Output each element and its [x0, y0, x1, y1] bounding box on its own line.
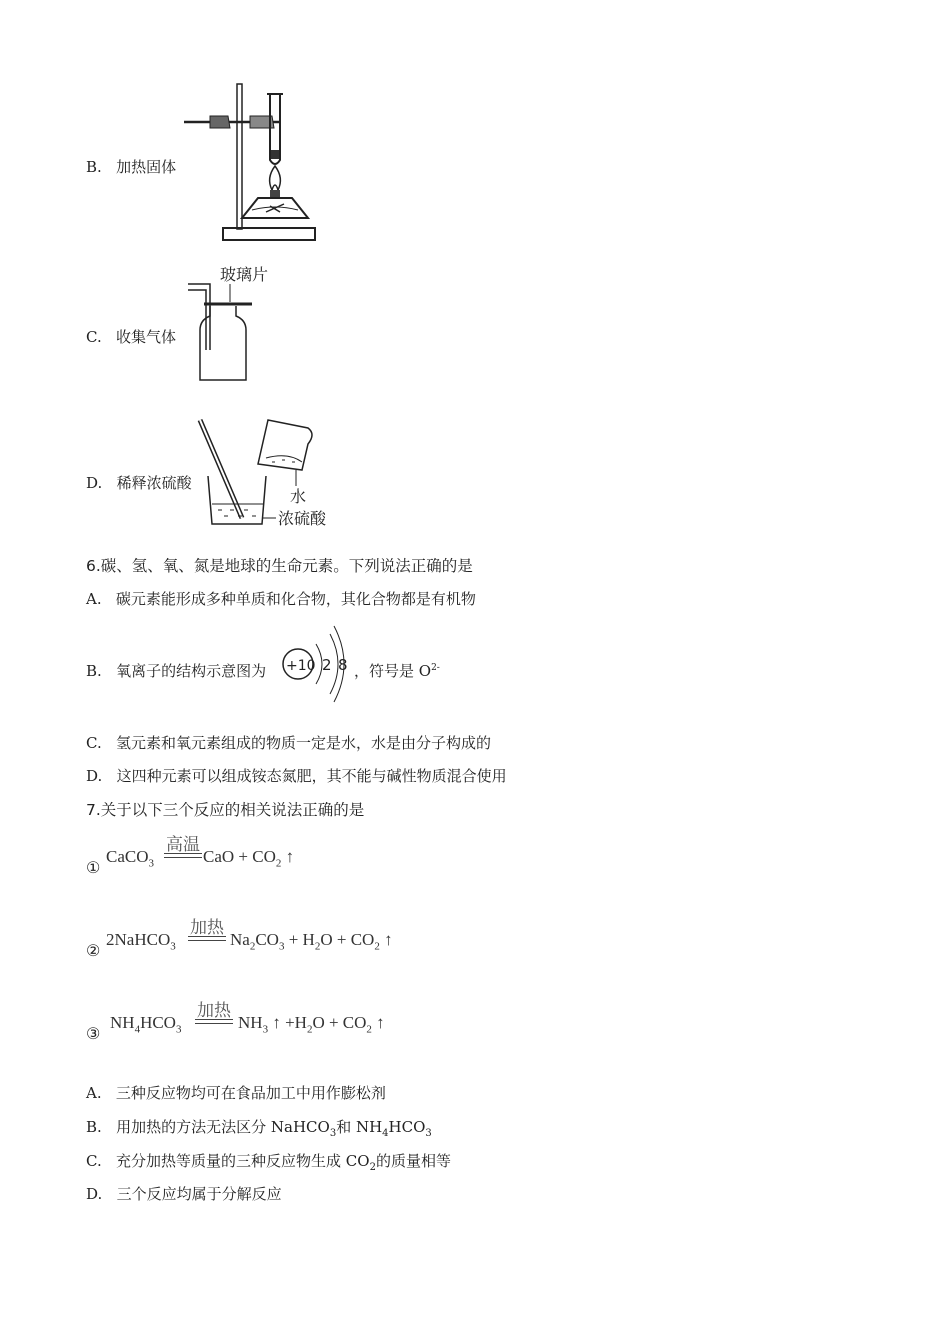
reaction-2-equals	[188, 936, 226, 941]
reaction-1-number: ①	[86, 858, 101, 877]
shell2-electrons: 8	[338, 656, 348, 674]
reaction-1-equals	[164, 853, 202, 858]
reaction-2-products: $Na_2CO_3 + H_2O + CO_2$ ↑	[230, 930, 393, 953]
option-text: 氢元素和氧元素组成的物质一定是水，水是由分子构成的	[116, 734, 492, 752]
reaction-3-number: ③	[86, 1024, 101, 1043]
q7-stem: 7.关于以下三个反应的相关说法正确的是	[86, 801, 365, 819]
subscript: 4	[382, 1128, 389, 1139]
option-label: B.	[86, 1118, 102, 1136]
q5-option-c	[86, 326, 176, 347]
q6-option-b-symbol	[354, 660, 440, 681]
option-text: 三个反应均属于分解反应	[116, 1185, 282, 1203]
q6-option-b	[86, 660, 266, 681]
gas-collection-figure	[180, 258, 290, 386]
q7-option-c	[86, 1150, 451, 1173]
oxygen-ion-structure-diagram	[280, 622, 360, 706]
option-label: D.	[86, 767, 103, 785]
option-text: HCO	[388, 1118, 426, 1136]
option-label: A.	[86, 1084, 102, 1102]
reaction-2-reactant: 2NaHCO$_3$	[106, 930, 176, 953]
ion-charge: 2-	[431, 663, 440, 673]
reaction-1-reactant: CaCO$_3$	[106, 847, 154, 870]
option-text: 稀释浓硫酸	[116, 474, 192, 492]
water-label: 水	[290, 487, 307, 506]
option-text: 用加热的方法无法区分 NaHCO	[116, 1118, 330, 1136]
reaction-3-condition: 加热	[197, 1001, 231, 1021]
subscript: 3	[425, 1128, 432, 1139]
option-text: 这四种元素可以组成铵态氮肥，其不能与碱性物质混合使用	[116, 767, 507, 785]
reaction-1-products: CaO + $CO_2$ ↑	[203, 847, 295, 870]
reaction-3-reactant: $NH_4HCO_3$	[110, 1013, 182, 1036]
option-label: B.	[86, 662, 102, 680]
q7-option-a	[86, 1082, 386, 1103]
q6-option-d	[86, 765, 507, 786]
subscript: 2	[369, 1162, 376, 1173]
heating-solid-figure	[180, 80, 320, 245]
option-label: D.	[86, 1185, 103, 1203]
option-text: 三种反应物均可在食品加工中用作膨松剂	[115, 1084, 386, 1102]
q7-option-b	[86, 1116, 432, 1139]
q6-option-a	[86, 588, 476, 609]
option-text: 氧离子的结构示意图为	[116, 662, 267, 680]
reaction-3-products: $NH_3$ ↑ $+H_2O + CO_2$ ↑	[238, 1013, 385, 1036]
option-text: 收集气体	[116, 328, 177, 346]
reaction-1-condition: 高温	[166, 835, 200, 855]
option-label: D.	[86, 474, 103, 492]
option-text: 的质量相等	[375, 1152, 451, 1170]
subscript: 3	[329, 1128, 337, 1139]
q7-option-d	[86, 1183, 282, 1204]
option-label: C.	[86, 1152, 102, 1170]
option-label: B.	[86, 158, 102, 176]
option-text: 碳元素能形成多种单质和化合物，其化合物都是有机物	[115, 590, 476, 608]
shell1-electrons: 2	[322, 656, 332, 674]
reaction-3-equals	[195, 1019, 233, 1024]
q5-option-d	[86, 472, 192, 493]
option-text: 加热固体	[116, 158, 177, 176]
option-label: C.	[86, 328, 102, 346]
acid-dilution-figure	[190, 414, 340, 534]
option-label: C.	[86, 734, 102, 752]
option-text: 充分加热等质量的三种反应物生成 CO	[116, 1152, 370, 1170]
acid-label: 浓硫酸	[278, 509, 327, 528]
glass-plate-label: 玻璃片	[220, 265, 269, 284]
reaction-2-number: ②	[86, 941, 101, 960]
option-text: 和 NH	[336, 1118, 383, 1136]
q6-stem: 6.碳、氢、氧、氮是地球的生命元素。下列说法正确的是	[86, 557, 473, 575]
q6-option-c	[86, 732, 491, 753]
option-label: A.	[86, 590, 102, 608]
symbol-text: ，符号是 O	[354, 662, 432, 680]
nucleus-charge: +10	[286, 658, 316, 674]
q5-option-b	[86, 156, 176, 177]
reaction-2-condition: 加热	[190, 918, 224, 938]
